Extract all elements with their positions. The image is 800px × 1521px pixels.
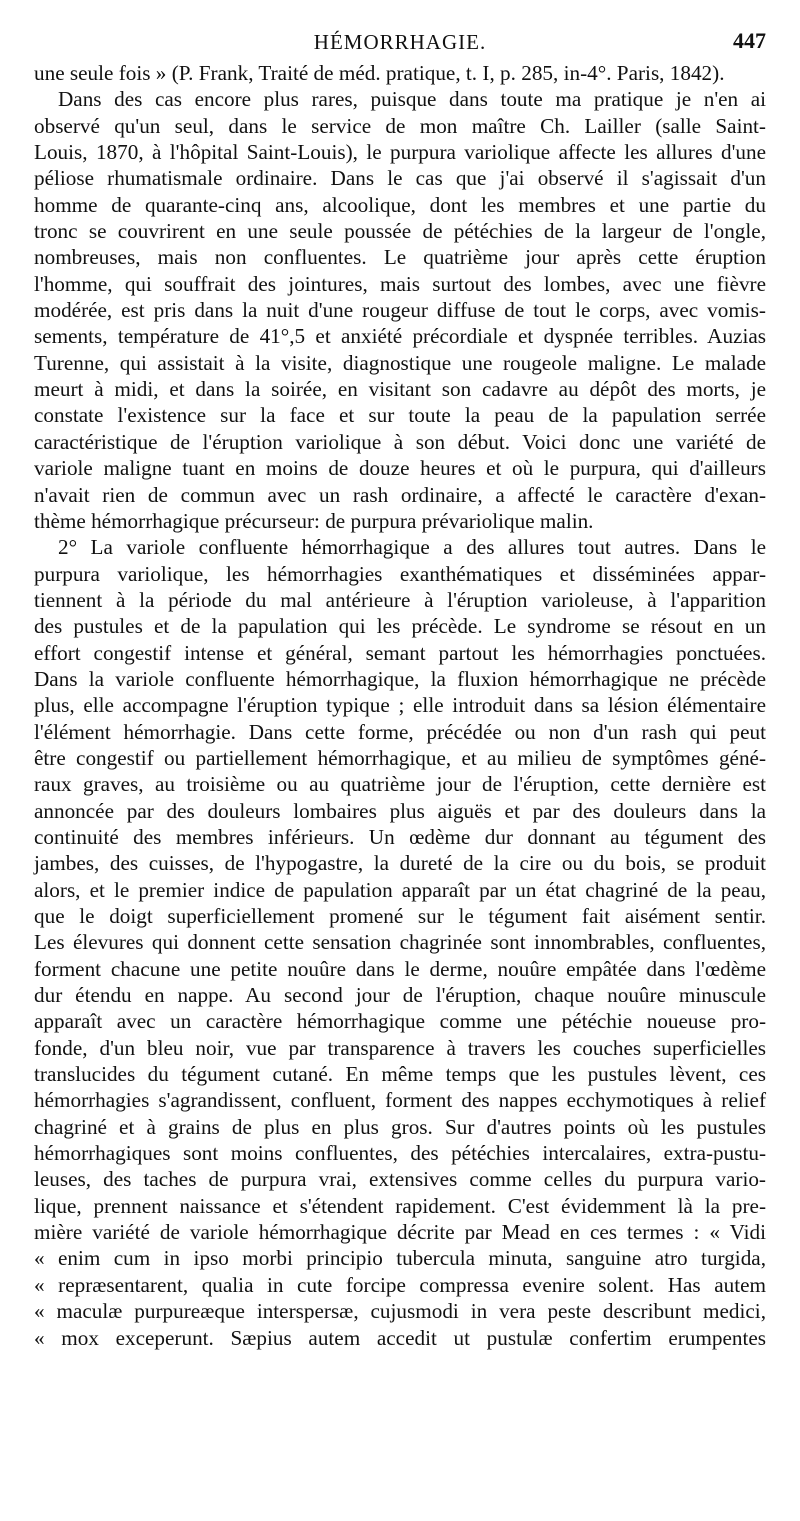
page-number: 447 <box>733 28 766 53</box>
text-line: l'élément hémorrhagie. Dans cette forme, précédée ou non d'un rash qui peut <box>34 719 766 744</box>
text-line: fonde, d'un bleu noir, vue par transparence à travers les couches superficielles <box>34 1035 766 1060</box>
text-line: Louis, 1870, à l'hôpital Saint-Louis), le purpura variolique affecte les allures d'une <box>34 140 766 165</box>
text-line: tiennent à la période du mal antérieure à l'éruption varioleuse, à l'apparition <box>34 587 766 612</box>
text-line: raux graves, au troisième ou au quatrième jour de l'éruption, cette dernière est <box>34 772 766 797</box>
text-line: dur étendu en nappe. Au second jour de l'éruption, chaque nouûre minuscule <box>34 983 766 1008</box>
text-line: une seule fois » (P. Frank, Traité de méd. pratique, t. I, p. 285, in-4°. Paris, 1842). <box>34 61 725 85</box>
text-line: Turenne, qui assistait à la visite, diagnostique une rougeole maligne. Le malade <box>34 350 766 375</box>
text-line: chagriné et à grains de plus en plus gros. Sur d'autres points où les pustules <box>34 1114 766 1139</box>
running-head <box>34 26 766 60</box>
text-line: « enim cum in ipso morbi principio tubercula minuta, sanguine atro turgida, <box>34 1246 766 1271</box>
text-line: être congestif ou partiellement hémorrhagique, et au milieu de symptômes géné- <box>34 745 766 770</box>
text-line: hémorrhagies s'agrandissent, confluent, forment des nappes ecchymotiques à relief <box>34 1088 766 1113</box>
text-line: apparaît avec un caractère hémorrhagique comme une pétéchie noueuse pro- <box>34 1009 766 1034</box>
text-line: « repræsentarent, qualia in cute forcipe compressa evenire solent. Has autem <box>34 1272 766 1297</box>
text-line: forment chacune une petite nouûre dans le derme, nouûre empâtée dans l'œdème <box>34 956 766 981</box>
text-line: tronc se couvrirent en une seule poussée de pétéchies de la largeur de l'ongle, <box>34 219 766 244</box>
running-title: HÉMORRHAGIE. <box>313 30 487 54</box>
text-line: alors, et le premier indice de papulation apparaît par un état chagriné de la peau, <box>34 877 766 902</box>
text-line: Les élevures qui donnent cette sensation chagrinée sont innombrables, confluentes, <box>34 930 766 955</box>
text-line: « mox exceperunt. Sæpius autem accedit ut pustulæ confertim erumpentes <box>34 1325 766 1350</box>
text-line: Dans des cas encore plus rares, puisque dans toute ma pratique je n'en ai <box>58 87 766 112</box>
text-line: n'avait rien de commun avec un rash ordinaire, a affecté le caractère d'exan- <box>34 482 766 507</box>
text-line: observé qu'un seul, dans le service de mon maître Ch. Lailler (salle Saint- <box>34 113 766 138</box>
book-page <box>34 26 766 1351</box>
text-line: leuses, des taches de purpura vrai, extensives comme celles du purpura vario- <box>34 1167 766 1192</box>
text-line: purpura variolique, les hémorrhagies exanthématiques et disséminées appar- <box>34 561 766 586</box>
text-line: variole maligne tuant en moins de douze heures et où le purpura, qui d'ailleurs <box>34 456 766 481</box>
text-line: thème hémorrhagique précurseur: de purpura prévariolique malin. <box>34 508 594 533</box>
text-line: 2° La variole confluente hémorrhagique a des allures tout autres. Dans le <box>58 535 766 560</box>
text-line: constate l'existence sur la face et sur toute la peau de la papulation serrée <box>34 403 766 428</box>
text-line: effort congestif intense et général, semant partout les hémorrhagies ponctuées. <box>34 640 766 665</box>
text-line: péliose rhumatismale ordinaire. Dans le cas que j'ai observé il s'agissait d'un <box>34 166 766 191</box>
text-line: mière variété de variole hémorrhagique décrite par Mead en ces termes : « Vidi <box>34 1220 766 1245</box>
text-line: « maculæ purpureæque interspersæ, cujusmodi in vera peste describunt medici, <box>34 1299 766 1324</box>
text-line: Dans la variole confluente hémorrhagique, la fluxion hémorrhagique ne précède <box>34 666 766 691</box>
text-line: jambes, des cuisses, de l'hypogastre, la dureté de la cire ou du bois, se produit <box>34 851 766 876</box>
text-line: annoncée par des douleurs lombaires plus aiguës et par des douleurs dans la <box>34 798 766 823</box>
text-line: l'homme, qui souffrait des jointures, mais surtout des lombes, avec une fièvre <box>34 271 766 296</box>
text-line: nombreuses, mais non confluentes. Le quatrième jour après cette éruption <box>34 245 766 270</box>
text-line: hémorrhagiques sont moins confluentes, des pétéchies intercalaires, extra-pustu- <box>34 1141 766 1166</box>
text-line: que le doigt superficiellement promené sur le tégument fait aisément sentir. <box>34 904 766 928</box>
text-line: meurt à midi, et dans la soirée, en visitant son cadavre au dépôt des morts, je <box>34 377 766 402</box>
text-line: homme de quarante-cinq ans, alcoolique, dont les membres et une partie du <box>34 192 766 217</box>
text-line: modérée, est pris dans la nuit d'une rougeur diffuse de tout le corps, avec vomis- <box>34 298 766 323</box>
text-line: sements, température de 41°,5 et anxiété précordiale et dyspnée terribles. Auzias <box>34 324 766 349</box>
text-line: lique, prennent naissance et s'étendent rapidement. C'est évidemment là la pre- <box>34 1193 766 1218</box>
text-line: translucides du tégument cutané. En même temps que les pustules lèvent, ces <box>34 1062 766 1087</box>
text-line: plus, elle accompagne l'éruption typique ; elle introduit dans sa lésion élémentaire <box>34 693 766 718</box>
text-line: des pustules et de la papulation qui les précède. Le syndrome se résout en un <box>34 614 766 639</box>
text-line: continuité des membres inférieurs. Un œdème dur donnant au tégument des <box>34 824 766 849</box>
body-text <box>34 60 766 1351</box>
text-line: caractéristique de l'éruption variolique à son début. Voici donc une variété de <box>34 429 766 454</box>
